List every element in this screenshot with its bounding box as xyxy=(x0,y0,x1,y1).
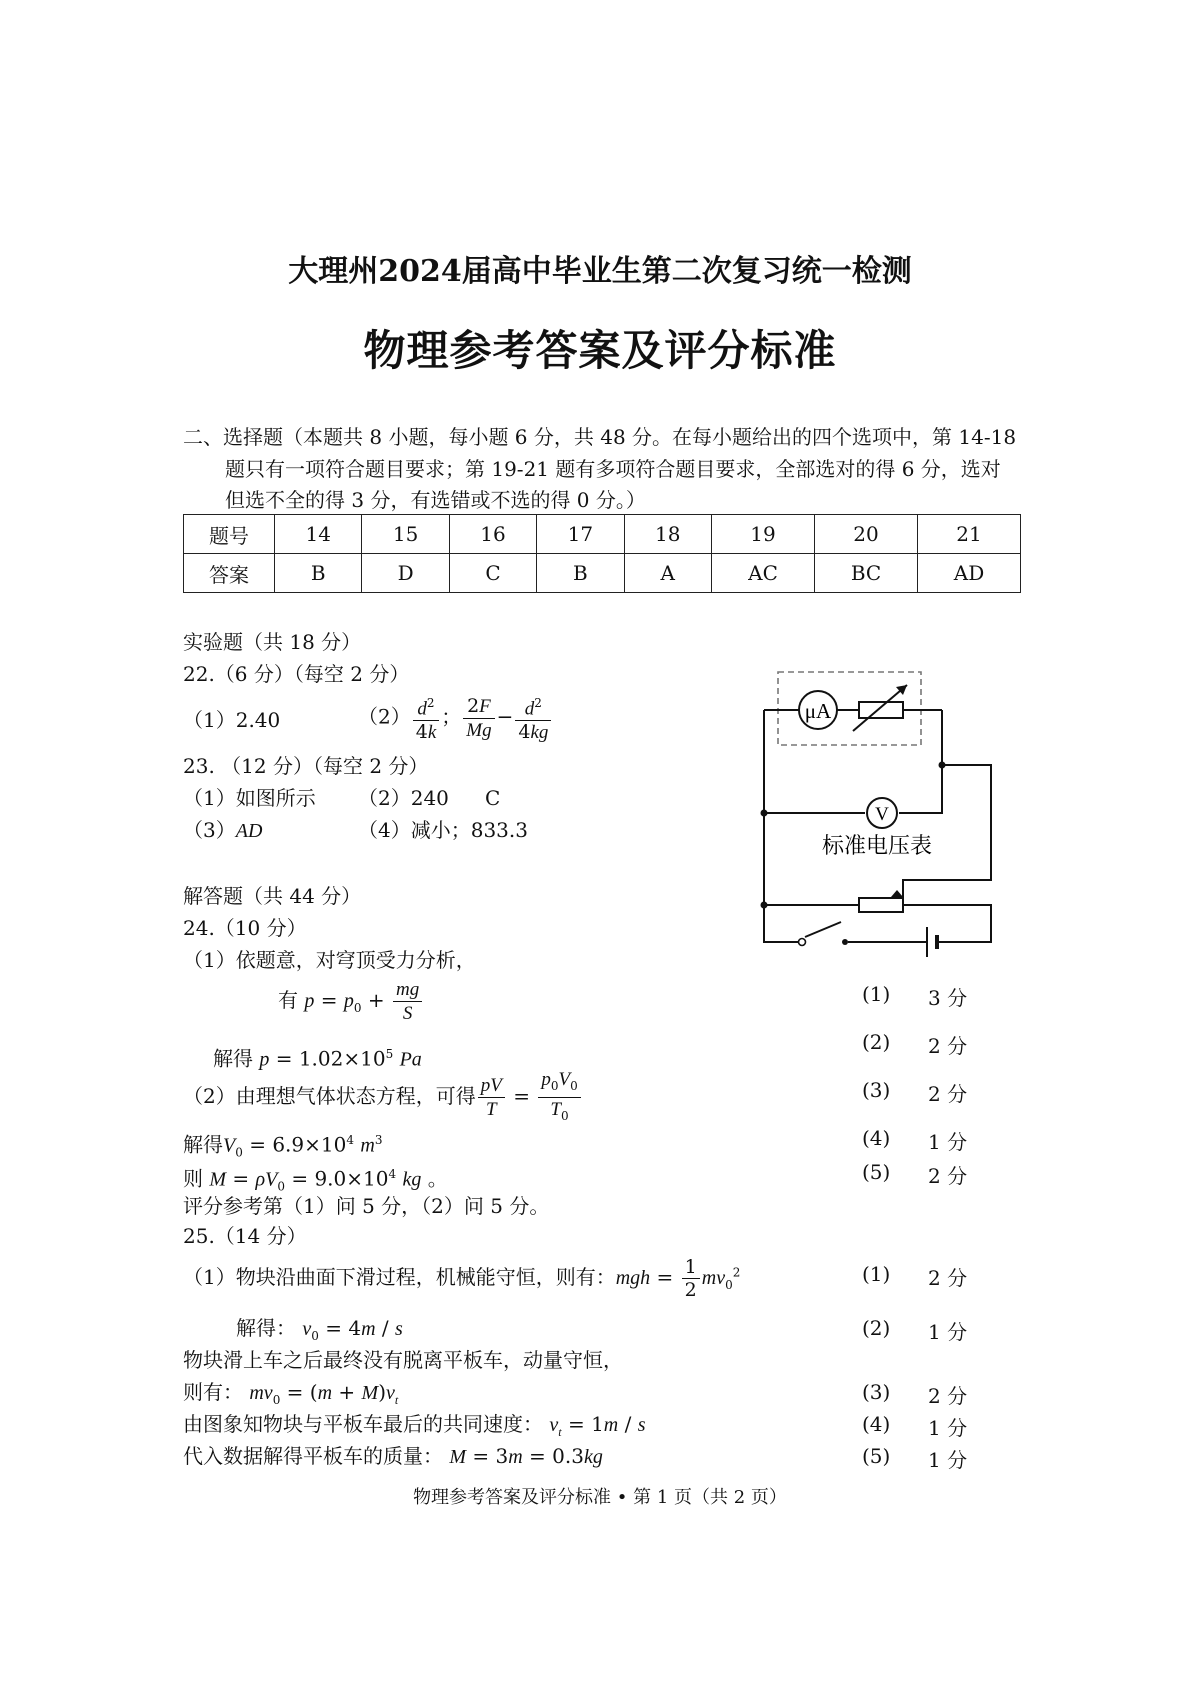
q25-line4: 则有： $mv_0 = (m + M)v_t$ xyxy=(183,1380,399,1407)
table-cell: 19 xyxy=(712,515,815,554)
q25-line5: 由图象知物块与平板车最后的共同速度： $v_t = 1m / s$ xyxy=(183,1412,646,1439)
table-cell: B xyxy=(275,554,362,593)
step-number: (5) xyxy=(862,1444,891,1468)
fraction: $\frac{pV}{T}$ xyxy=(478,1074,505,1121)
step-points: 1 分 xyxy=(928,1320,968,1344)
step-number: (3) xyxy=(862,1380,891,1404)
q24-line1: （1）依题意，对穹顶受力分析， xyxy=(183,948,476,972)
step-points: 1 分 xyxy=(928,1130,968,1154)
q24-header: 24.（10 分） xyxy=(183,916,307,940)
step-points: 2 分 xyxy=(928,1034,968,1058)
q24-part2-label: （2）由理想气体状态方程，可得 xyxy=(183,1083,476,1108)
rheostat-icon xyxy=(859,898,903,912)
q22-header: 22.（6 分）（每空 2 分） xyxy=(183,662,410,686)
table-cell: 21 xyxy=(918,515,1021,554)
table-cell: 17 xyxy=(537,515,624,554)
step-number: (4) xyxy=(862,1126,891,1150)
fraction: $\frac{p_0V_0}{T_0}$ xyxy=(538,1068,580,1127)
experiment-heading: 实验题（共 18 分） xyxy=(183,630,362,654)
fraction: $\frac{d^2}{4k}$ xyxy=(413,692,440,744)
q25-line5-label: 由图象知物块与平板车最后的共同速度： xyxy=(183,1412,543,1436)
step-points: 3 分 xyxy=(928,986,968,1010)
table-cell: 16 xyxy=(449,515,536,554)
microammeter-label: μA xyxy=(804,699,832,723)
q25-line1-label: （1）物块沿曲面下滑过程，机械能守恒，则有： xyxy=(183,1265,616,1289)
step-number: (1) xyxy=(862,1262,891,1286)
table-cell: AD xyxy=(918,554,1021,593)
step-points: 2 分 xyxy=(928,1384,968,1408)
page-footer: 物理参考答案及评分标准 • 第 1 页（共 2 页） xyxy=(413,1487,787,1508)
table-cell: D xyxy=(362,554,449,593)
table-cell: 20 xyxy=(815,515,918,554)
step-points: 2 分 xyxy=(928,1164,968,1188)
q24-eq4: 解得$V_0 = 6.9\times 10^4$ $m^3$ xyxy=(183,1132,383,1160)
junction-dot xyxy=(761,902,768,909)
q25-header: 25.（14 分） xyxy=(183,1224,307,1248)
q25-line2-label: 解得： xyxy=(236,1316,296,1340)
answer-table xyxy=(183,514,1021,593)
circuit-diagram xyxy=(755,665,1015,965)
table-cell: 14 xyxy=(275,515,362,554)
fraction: $\frac{2F}{Mg}$ xyxy=(463,695,494,742)
q24-have-label: 有 xyxy=(278,988,298,1012)
q22-part1: （1）2.40 xyxy=(183,708,281,732)
q24-eq5: 则 $M = \rho V_0 = 9.0\times 10^4$ kg 。 xyxy=(183,1166,448,1194)
section2-line1: 二、选择题（本题共 8 小题，每小题 6 分，共 48 分。在每小题给出的四个选项中，第 14-18 xyxy=(183,425,1017,449)
switch-contact xyxy=(842,939,848,945)
table-cell: 18 xyxy=(624,515,711,554)
q24-scoring-note: 评分参考第（1）问 5 分，（2）问 5 分。 xyxy=(183,1194,550,1218)
q24-eq1: 有 $p = p_0$ + $\frac{mg}{S}$ xyxy=(278,978,424,1025)
fraction: $\frac{d^2}{4kg}$ xyxy=(515,692,551,744)
switch-icon xyxy=(799,939,806,946)
q24-m-label: 则 xyxy=(183,1166,203,1191)
step-number: (5) xyxy=(862,1160,891,1184)
step-number: (3) xyxy=(862,1078,891,1102)
table-row-questions xyxy=(184,515,1021,554)
document-title: 物理参考答案及评分标准 xyxy=(363,326,837,375)
q23-part3-answer: AD xyxy=(235,820,263,842)
table-cell: A xyxy=(624,554,711,593)
q22-part2: （2） $\frac{d^2}{4k}$ ； $\frac{2F}{Mg}$ − $\frac{d^2}{4kg}$ xyxy=(358,692,553,744)
q24-eq2: 解得 $p = 1.02\times 10^5$ Pa xyxy=(213,1046,422,1071)
q25-line6-label: 代入数据解得平板车的质量： xyxy=(183,1444,443,1468)
table-header-question: 题号 xyxy=(184,515,275,554)
q25-line1: （1）物块沿曲面下滑过程，机械能守恒，则有：mgh = $\frac{1}{2}$ $mv_0^2$ xyxy=(183,1256,741,1301)
q23-part4: （4）减小；833.3 xyxy=(358,818,528,842)
q22-part2-label: （2） xyxy=(358,704,411,729)
q24-solve-label: 解得 xyxy=(213,1046,253,1071)
junction-dot xyxy=(939,762,946,769)
table-cell: B xyxy=(537,554,624,593)
slider-arrow-icon xyxy=(891,890,903,897)
q25-line3: 物块滑上车之后最终没有脱离平板车，动量守恒， xyxy=(183,1348,623,1372)
step-number: (2) xyxy=(862,1030,891,1054)
q24-eq3: （2）由理想气体状态方程，可得 $\frac{pV}{T}$ = $\frac{p_0V_0}{T_0}$ xyxy=(183,1068,583,1127)
junction-dot xyxy=(761,810,768,817)
q23-part3 xyxy=(183,816,262,845)
q25-line4-label: 则有： xyxy=(183,1380,243,1404)
exam-title: 大理州2024届高中毕业生第二次复习统一检测 xyxy=(288,254,912,289)
q25-line2: 解得： $v_0 = 4m / s$ xyxy=(236,1316,403,1343)
q23-part2-choice: C xyxy=(485,786,501,810)
fraction: $\frac{1}{2}$ xyxy=(682,1256,700,1301)
q25-line6: 代入数据解得平板车的质量： M = 3m = 0.3kg xyxy=(183,1444,603,1468)
section2-line2: 题只有一项符合题目要求；第 19-21 题有多项符合题目要求，全部选对的得 6 分，选对 xyxy=(225,457,1001,481)
q24-v0-label: 解得 xyxy=(183,1132,223,1157)
table-cell: AC xyxy=(712,554,815,593)
step-number: (2) xyxy=(862,1316,891,1340)
q23-header: 23. （12 分）（每空 2 分） xyxy=(183,754,429,778)
fraction: $\frac{mg}{S}$ xyxy=(393,978,422,1025)
voltmeter-label: V xyxy=(875,804,889,825)
table-cell: BC xyxy=(815,554,918,593)
step-number: (4) xyxy=(862,1412,891,1436)
section2-line3: 但选不全的得 3 分，有选错或不选的得 0 分。） xyxy=(225,488,646,512)
q23-part3-label: （3） xyxy=(183,818,236,842)
standard-voltmeter-caption: 标准电压表 xyxy=(821,834,933,859)
step-number: (1) xyxy=(862,982,891,1006)
variable-resistor-icon xyxy=(859,702,903,718)
step-points: 2 分 xyxy=(928,1082,968,1106)
solve-heading: 解答题（共 44 分） xyxy=(183,884,362,908)
step-points: 1 分 xyxy=(928,1416,968,1440)
table-cell: C xyxy=(449,554,536,593)
step-points: 1 分 xyxy=(928,1448,968,1472)
q23-part1: （1）如图所示 xyxy=(183,786,316,810)
table-cell: 15 xyxy=(362,515,449,554)
table-header-answer: 答案 xyxy=(184,554,275,593)
table-row-answers xyxy=(184,554,1021,593)
step-points: 2 分 xyxy=(928,1266,968,1290)
q23-part2: （2）240 xyxy=(358,786,449,810)
